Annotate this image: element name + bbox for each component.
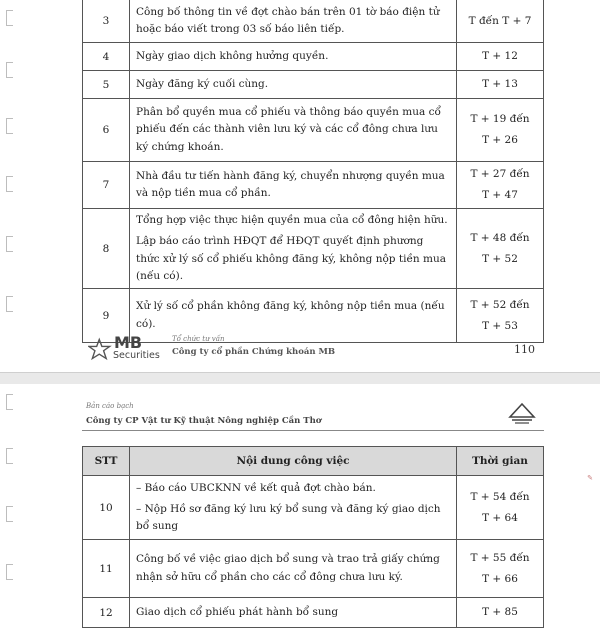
row-number: 3 bbox=[83, 0, 130, 43]
time-cell bbox=[457, 209, 544, 289]
time-text: T + 19 đến bbox=[470, 113, 530, 125]
footer-brand: MB bbox=[114, 333, 143, 352]
binding-holes bbox=[6, 384, 16, 600]
time-text: T + 12 bbox=[482, 50, 518, 62]
binding-hole bbox=[6, 394, 13, 410]
task-text: – Nộp Hồ sơ đăng ký lưu ký bổ sung và đăng ký giao dịch bổ sung bbox=[136, 502, 441, 533]
task-text: Xử lý số cổ phần không đăng ký, không nộp tiền mua (nếu có). bbox=[136, 300, 445, 330]
row-number: 7 bbox=[83, 162, 130, 209]
footer-role: Tổ chức tư vấn bbox=[172, 335, 225, 343]
task-text: Phân bổ quyền mua cổ phiếu và thông báo quyền mua cổ phiếu đến các thành viên lưu ký và các cổ đông chưa lưu ký chứng khoán. bbox=[136, 106, 441, 153]
time-text: T + 53 bbox=[482, 319, 518, 332]
time-text: T + 13 bbox=[482, 78, 518, 90]
binding-hole bbox=[6, 564, 13, 580]
task-text: Ngày đăng ký cuối cùng. bbox=[136, 77, 269, 90]
binding-hole bbox=[6, 448, 13, 464]
footer-company: Công ty cổ phần Chứng khoán MB bbox=[172, 347, 336, 357]
binding-holes bbox=[6, 0, 16, 372]
binding-hole bbox=[6, 118, 13, 134]
table-row bbox=[83, 540, 544, 598]
schedule-table-continued bbox=[82, 0, 544, 343]
time-text: T + 27 đến bbox=[470, 168, 530, 180]
footer-brand-sub: Securities bbox=[113, 350, 160, 361]
time-cell bbox=[457, 476, 544, 540]
mb-star-logo-icon bbox=[88, 336, 114, 362]
binding-hole bbox=[6, 176, 13, 192]
time-text: T + 52 bbox=[482, 252, 518, 265]
time-cell bbox=[457, 0, 544, 43]
binding-hole bbox=[6, 506, 13, 522]
time-text: T + 47 bbox=[482, 189, 518, 201]
time-text: T + 48 đến bbox=[470, 231, 530, 244]
table-row bbox=[83, 598, 544, 628]
time-text: T + 55 đến bbox=[470, 551, 530, 564]
time-cell bbox=[457, 598, 544, 628]
row-number: 10 bbox=[83, 476, 130, 540]
time-text: T + 26 bbox=[482, 134, 518, 146]
table-row bbox=[83, 289, 544, 343]
task-text: – Báo cáo UBCKNN về kết quả đợt chào bán. bbox=[136, 481, 376, 494]
task-text: Lập báo cáo trình HĐQT để HĐQT quyết định phương thức xử lý số cổ phiếu không đăng ký, không nộp tiền mua (nếu có). bbox=[136, 235, 446, 282]
task-cell bbox=[130, 99, 457, 162]
schedule-table bbox=[82, 446, 544, 628]
document-page-111 bbox=[0, 384, 600, 619]
task-cell bbox=[130, 71, 457, 99]
table-row bbox=[83, 476, 544, 540]
task-text: Ngày giao dịch không hưởng quyền. bbox=[136, 49, 329, 62]
time-cell bbox=[457, 540, 544, 598]
header-doc-label: Bản cáo bạch bbox=[86, 402, 134, 410]
table-header-row bbox=[83, 447, 544, 476]
task-cell bbox=[130, 209, 457, 289]
time-text: T + 64 bbox=[482, 511, 518, 524]
row-number: 5 bbox=[83, 71, 130, 99]
task-cell bbox=[130, 540, 457, 598]
row-number: 8 bbox=[83, 209, 130, 289]
task-text: Tổng hợp việc thực hiện quyền mua của cổ đông hiện hữu. bbox=[136, 214, 448, 226]
task-cell bbox=[130, 162, 457, 209]
table-row bbox=[83, 43, 544, 71]
margin-stamp: ✎ bbox=[586, 474, 594, 482]
row-number: 4 bbox=[83, 43, 130, 71]
binding-hole bbox=[6, 10, 13, 26]
column-header-stt: STT bbox=[83, 447, 130, 476]
task-text: Công bố thông tin về đợt chào bán trên 01 tờ báo điện tử hoặc báo viết trong 03 số báo liên tiếp. bbox=[136, 5, 440, 35]
table-row bbox=[83, 71, 544, 99]
time-cell bbox=[457, 43, 544, 71]
task-text: Nhà đầu tư tiến hành đăng ký, chuyển nhượng quyền mua và nộp tiền mua cổ phần. bbox=[136, 169, 445, 199]
time-text: T đến T + 7 bbox=[468, 14, 532, 27]
time-text: T + 85 bbox=[482, 606, 518, 618]
company-logo-icon bbox=[508, 402, 536, 424]
binding-hole bbox=[6, 296, 13, 312]
time-cell bbox=[457, 99, 544, 162]
binding-hole bbox=[6, 236, 13, 252]
row-number: 11 bbox=[83, 540, 130, 598]
column-header-task: Nội dung công việc bbox=[130, 447, 457, 476]
table-row bbox=[83, 0, 544, 43]
table-row bbox=[83, 99, 544, 162]
time-cell bbox=[457, 289, 544, 343]
row-number: 12 bbox=[83, 598, 130, 628]
time-cell bbox=[457, 162, 544, 209]
row-number: 9 bbox=[83, 289, 130, 343]
task-text: Công bố về việc giao dịch bổ sung và trao trả giấy chứng nhận sở hữu cổ phần cho các cổ đông chưa lưu ký. bbox=[136, 553, 440, 583]
header-rule bbox=[82, 430, 544, 431]
time-text: T + 66 bbox=[482, 572, 518, 585]
row-number: 6 bbox=[83, 99, 130, 162]
task-cell bbox=[130, 476, 457, 540]
time-text: T + 52 đến bbox=[470, 298, 530, 311]
binding-hole bbox=[6, 62, 13, 78]
time-text: T + 54 đến bbox=[470, 490, 530, 503]
column-header-time: Thời gian bbox=[457, 447, 544, 476]
task-cell bbox=[130, 43, 457, 71]
task-text: Giao dịch cổ phiếu phát hành bổ sung bbox=[136, 605, 339, 618]
table-row bbox=[83, 209, 544, 289]
header-company: Công ty CP Vật tư Kỹ thuật Nông nghiệp Cần Thơ bbox=[86, 416, 322, 426]
time-cell bbox=[457, 71, 544, 99]
page-number: 110 bbox=[514, 343, 535, 356]
table-row bbox=[83, 162, 544, 209]
task-cell bbox=[130, 598, 457, 628]
task-cell bbox=[130, 0, 457, 43]
